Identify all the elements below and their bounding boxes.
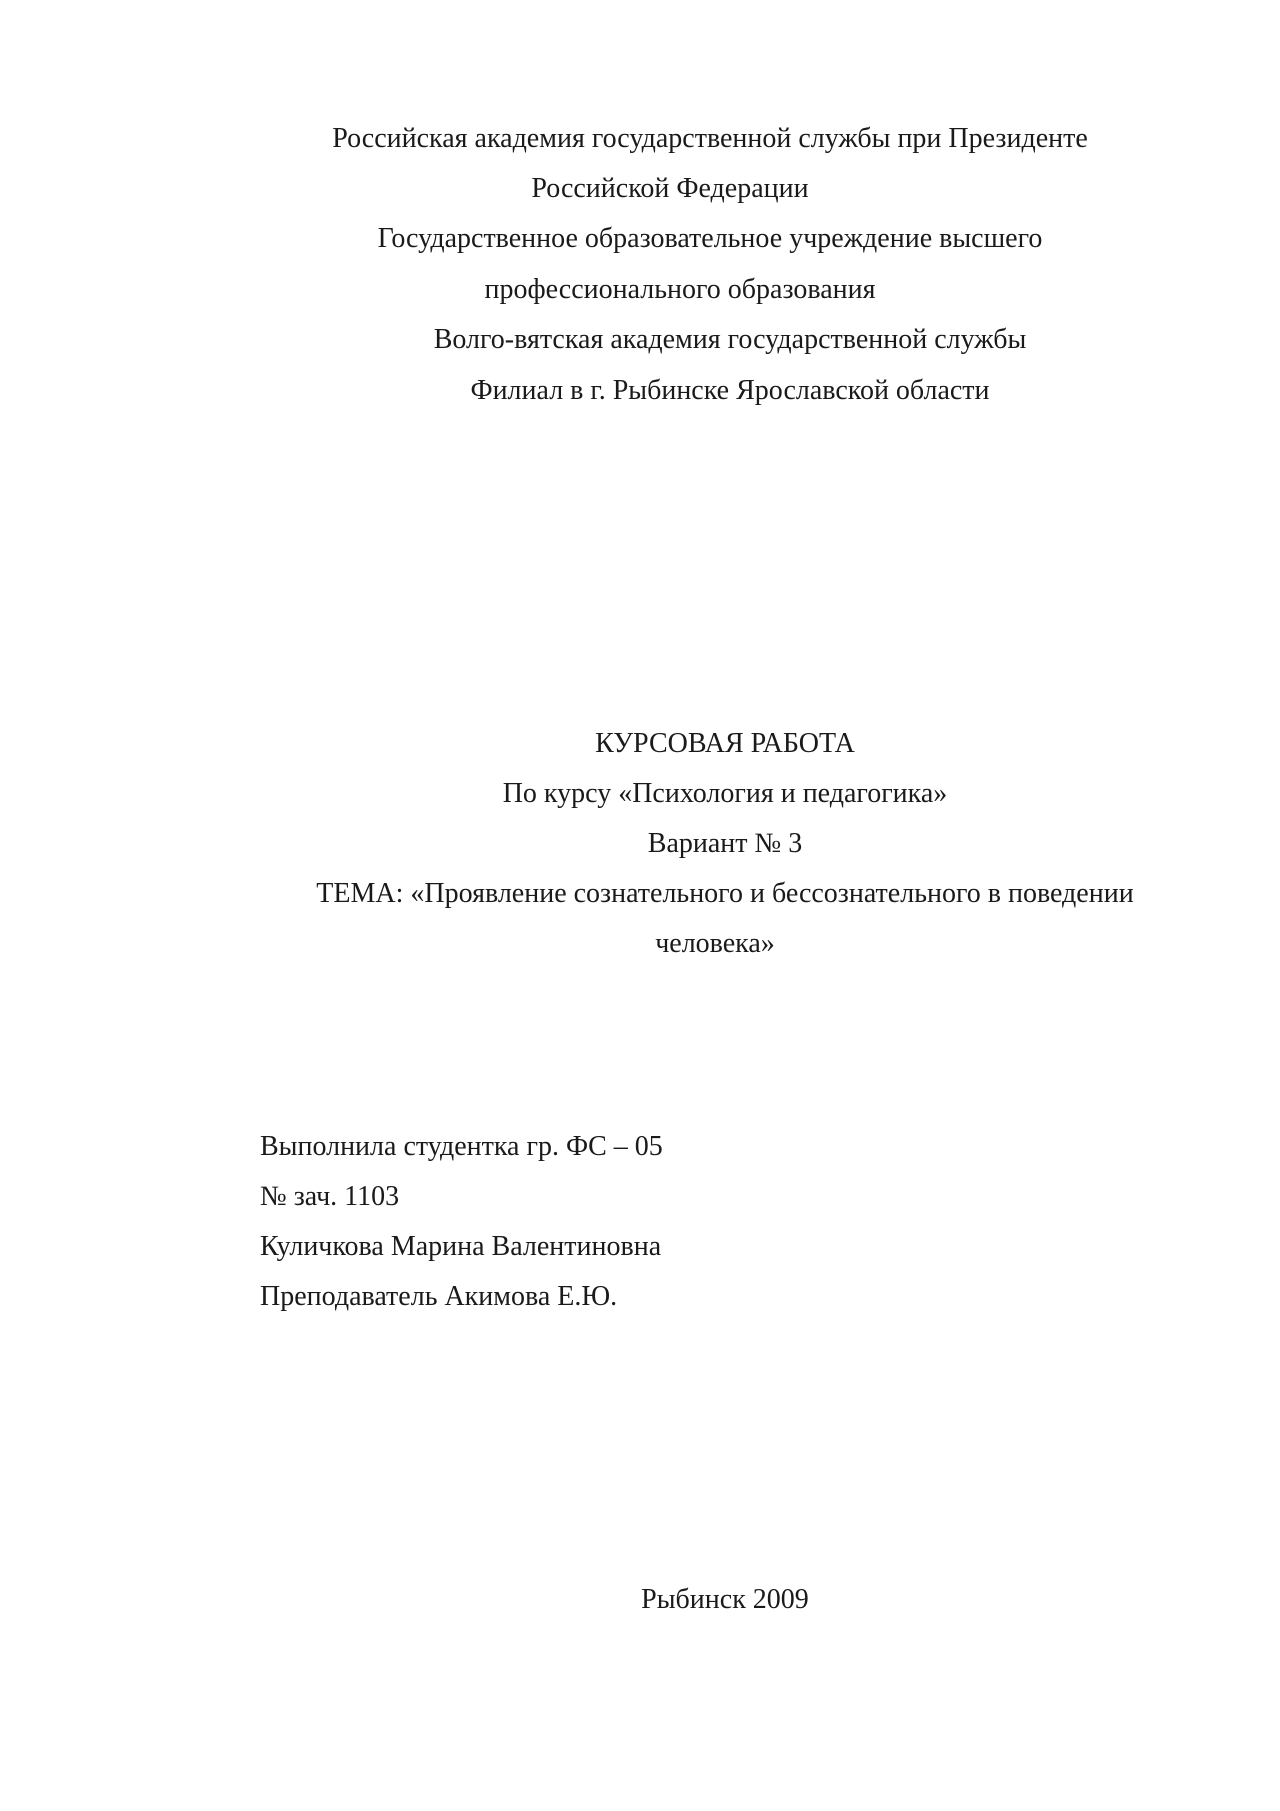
teacher-name: Преподаватель Акимова Е.Ю. xyxy=(260,1281,618,1312)
institution-line2: профессионального образования xyxy=(484,274,876,305)
variant-number: Вариант № 3 xyxy=(647,828,803,859)
student-info: Выполнила студентка гр. ФС – 05 xyxy=(260,1131,663,1162)
org-name-line2: Российской Федерации xyxy=(531,173,809,204)
topic-line2: человека» xyxy=(655,928,775,959)
academy-name: Волго-вятская академия государственной службы xyxy=(433,324,1027,355)
institution-line1: Государственное образовательное учреждение высшего xyxy=(377,223,1043,254)
org-name-line1: Российская академия государственной службы при Президенте xyxy=(332,123,1088,154)
city-year: Рыбинск 2009 xyxy=(641,1584,809,1615)
topic-line1: ТЕМА: «Проявление сознательного и бессознательного в поведении xyxy=(316,878,1134,909)
branch-name: Филиал в г. Рыбинске Ярославской области xyxy=(470,375,990,406)
document-type: КУРСОВАЯ РАБОТА xyxy=(595,728,855,759)
student-name: Куличкова Марина Валентиновна xyxy=(260,1231,662,1262)
record-book-number: № зач. 1103 xyxy=(260,1181,400,1212)
course-name: По курсу «Психология и педагогика» xyxy=(502,778,948,809)
